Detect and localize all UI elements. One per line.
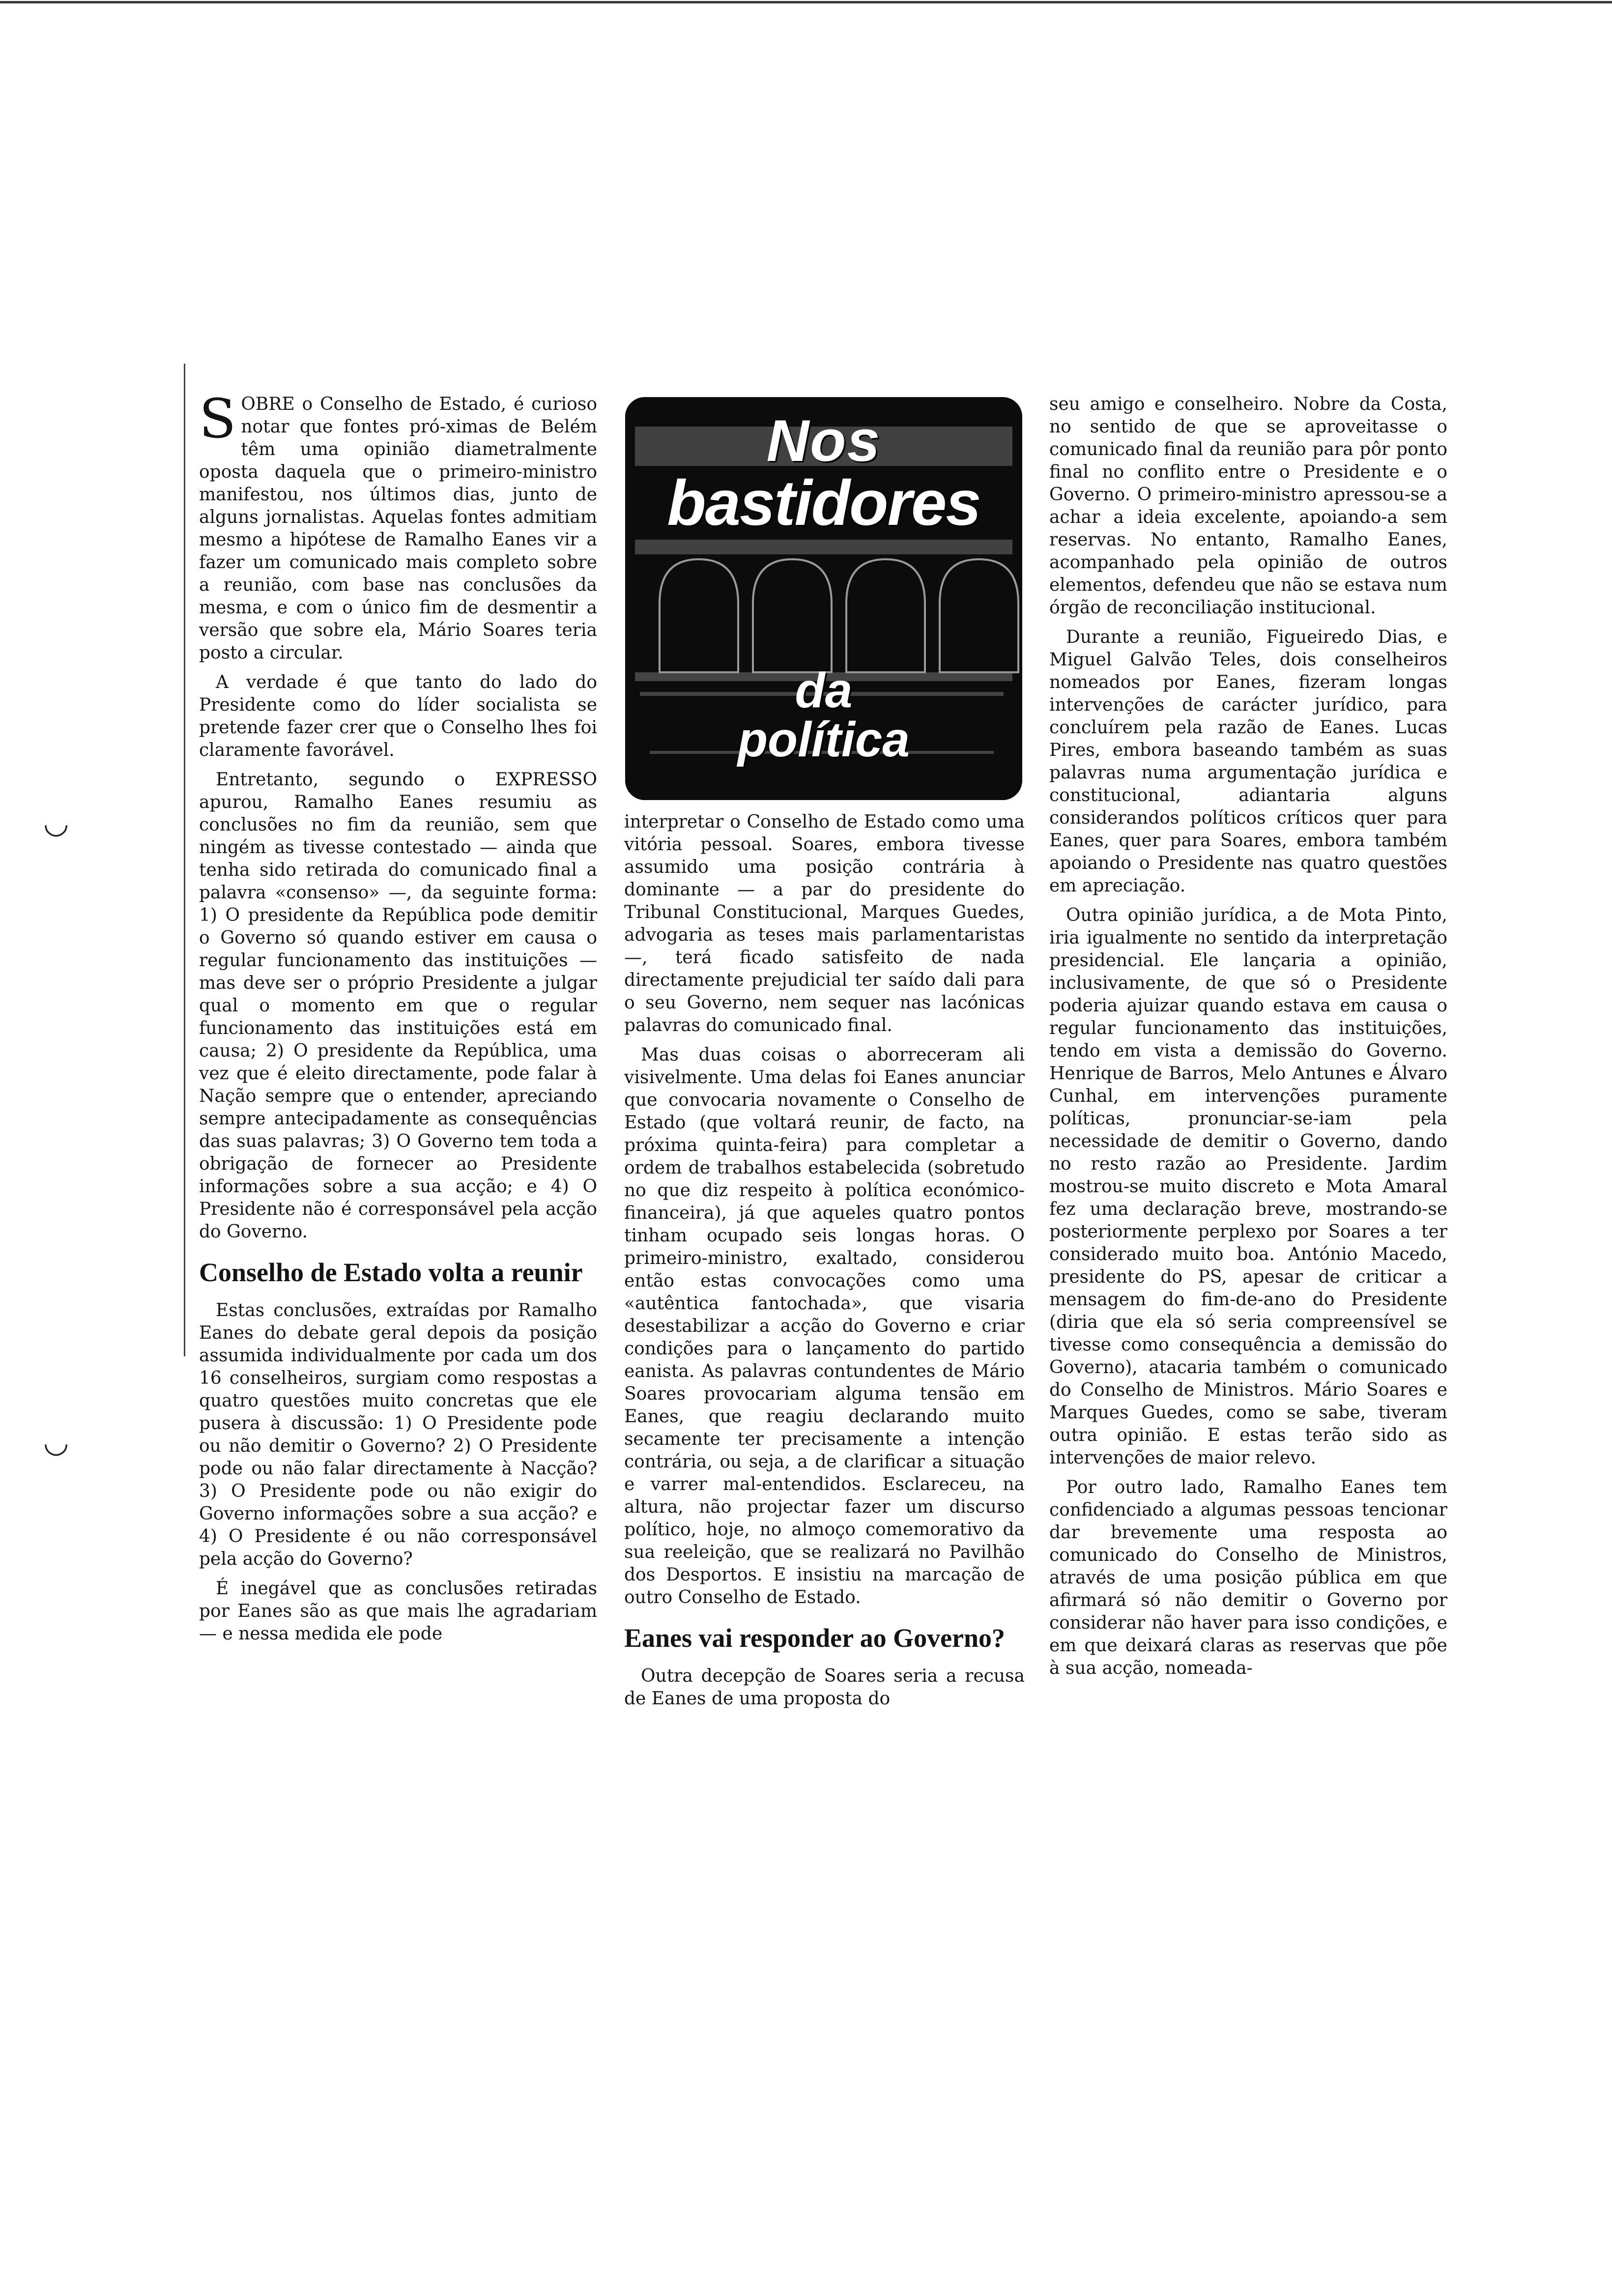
- subheading: Conselho de Estado volta a reunir: [199, 1258, 583, 1287]
- punch-hole-mark: ◡: [43, 1425, 69, 1460]
- top-rule: [0, 1, 1612, 3]
- article-column-2: [624, 811, 1025, 1717]
- paragraph: Entretanto, segundo o EXPRESSO apurou, Ramalho Eanes resumiu as conclusões no fim da reunião, sem que ningém as tivesse contestado — ainda que tenha sido retirada do comunicado final a palavra «consenso» —, da seguinte forma: 1) O presidente da República pode demitir o Governo só quando estiver em causa o regular funcionamento das instituições — mas deve ser o próprio Presidente a julgar qual o momento em que o regular funcionamento das instituições está em causa; 2) O presidente da República, uma vez que é eleito directamente, pode falar à Nação sempre que o entender, apreciando sempre antecipadamente as consequências das suas palavras; 3) O Governo tem toda a obrigação de fornecer ao Presidente informações sobre a sua acção; e 4) O Presidente não é corresponsável pela acção do Governo.: [199, 770, 597, 1242]
- paragraph: interpretar o Conselho de Estado como uma vitória pessoal. Soares, embora tivesse assumido uma posição contrária à dominante — a par do presidente do Tribunal Constitucional, Marques Guedes, advogaria as teses mais parlamentaristas —, terá ficado satisfeito de nada directamente prejudicial ter saído dali para o seu Governo, nem sequer nas lacónicas palavras do comunicado final.: [624, 812, 1025, 1035]
- article-column-1: [199, 387, 597, 1652]
- paragraph: Estas conclusões, extraídas por Ramalho Eanes do debate geral depois da posição assumida individualmente por cada um dos 16 conselheiros, surgiam como respostas a quatro questões muito concretas que ele pusera à discussão: 1) O Presidente pode ou não demitir o Governo? 2) O Presidente pode ou não falar directamente à Nacção? 3) O Presidente pode ou não exigir do Governo informações sobre a sua acção? e 4) O Presidente é ou não corresponsável pela acção do Governo?: [199, 1300, 597, 1569]
- article-column-3: [1049, 393, 1447, 1687]
- paragraph: seu amigo e conselheiro. Nobre da Costa, no sentido de que se aproveitasse o comunicado final da reunião para pôr ponto final no conflito entre o Presidente e o Governo. O primeiro-ministro apressou-se a achar a ideia excelente, apoiando-a sem reservas. No entanto, Ramalho Eanes, acompanhado pela opinião de outros elementos, defendeu que não se estava num órgão de reconciliação institucional.: [1049, 394, 1447, 618]
- headline-line-1: Nos: [766, 408, 881, 474]
- punch-hole-mark: ◡: [43, 806, 69, 840]
- drop-cap: S: [199, 387, 236, 450]
- paragraph: Outra decepção de Soares seria a recusa de Eanes de uma proposta do: [624, 1666, 1025, 1709]
- paragraph: A verdade é que tanto do lado do Presidente como do líder socialista se pretende fazer crer que o Conselho lhes foi claramente favorável.: [199, 672, 597, 760]
- paragraph: Durante a reunião, Figueiredo Dias, e Miguel Galvão Teles, dois conselheiros nomeados por Eanes, fizeram longas intervenções de carácter jurídico, para concluírem pela razão de Eanes. Lucas Pires, embora baseando também as suas palavras numa argumentação jurídica e constitucional, adiantaria alguns considerandos políticos críticos quer para Eanes, quer para Soares, embora também apoiando o Presidente nas quatro questões em apreciação.: [1049, 627, 1447, 896]
- paragraph: [199, 387, 597, 664]
- paragraph: Outra opinião jurídica, a de Mota Pinto, iria igualmente no sentido da interpretação presidencial. Ele lançaria a opinião, inclusivamente, de que só o Presidente poderia ajuizar quando estava em causa o regular funcionamento das instituições, tendo em vista a demissão do Governo. Henrique de Barros, Melo Antunes e Álvaro Cunhal, em intervenções puramente políticas, pronunciar-se-iam pela necessidade de demitir o Governo, dando no resto razão ao Presidente. Jardim mostrou-se muito discreto e Mota Amaral fez uma declaração breve, mostrando-se posteriormente perplexo por Soares a ter considerado muito boa. António Macedo, presidente do PS, apesar de criticar a mensagem do fim-de-ano do Presidente (diria que ela só seria compreensível se tivesse como consequência a demissão do Governo), atacaria também o comunicado do Conselho de Ministros. Mário Soares e Marques Guedes, como se sabe, tiveram outra opinião. E estas terão sido as intervenções de maior relevo.: [1049, 905, 1447, 1468]
- subheading: Eanes vai responder ao Governo?: [624, 1623, 1006, 1653]
- paragraph: Por outro lado, Ramalho Eanes tem confidenciado a algumas pessoas tencionar dar brevemente uma resposta ao comunicado do Conselho de Ministros, através de uma posição pública em que afirmará só não demitir o Governo por considerar não haver para isso condições, e em que deixará claras as reservas que põe à sua acção, nomeada-: [1049, 1477, 1447, 1678]
- paragraph: Mas duas coisas o aborreceram ali visivelmente. Uma delas foi Eanes anunciar que convocaria novamente o Conselho de Estado (que voltará reunir, de facto, na próxima quinta-feira) para completar a ordem de trabalhos estabelecida (sobretudo no que diz respeito à política económico-financeira), já que aqueles quatro pontos tinham ocupado seis longas horas. O primeiro-ministro, exaltado, considerou então estas convocações como uma «autêntica fantochada», que visaria desestabilizar a acção do Governo e criar condições para o lançamento do partido eanista. As palavras contundentes de Mário Soares provocariam alguma tensão em Eanes, que reagiu declarando muito secamente ter precisamente a intenção contrária, ou seja, a de clarificar a situação e varrer mal-entendidos. Esclareceu, na altura, não projectar fazer um discurso político, hoje, no almoço comemorativo da sua reeleição, que se realizará no Pavilhão dos Desportos. E insistiu na marcação de outro Conselho de Estado.: [624, 1045, 1025, 1607]
- paragraph: É inegável que as conclusões retiradas por Eanes são as que mais lhe agradariam — e nessa medida ele pode: [199, 1578, 597, 1644]
- paragraph-text: OBRE o Conselho de Estado, é curioso notar que fontes pró-ximas de Belém têm uma opinião diametralmente oposta daquela que o primeiro-ministro manifestou, nos últimos dias, junto de alguns jornalistas. Aquelas fontes admitiam mesmo a hipótese de Ramalho Eanes vir a fazer um comunicado mais completo sobre a reunião, com base nas conclusões da mesma, e com o único fim de desmentir a versão que sobre ela, Mário Soares teria posto a circular.: [199, 394, 597, 663]
- column-rule: [184, 364, 185, 1356]
- headline-box: [625, 397, 1022, 800]
- headline-line-2: bastidores: [667, 467, 980, 539]
- headline-line-3: da: [795, 663, 853, 718]
- headline-line-4: política: [737, 712, 910, 767]
